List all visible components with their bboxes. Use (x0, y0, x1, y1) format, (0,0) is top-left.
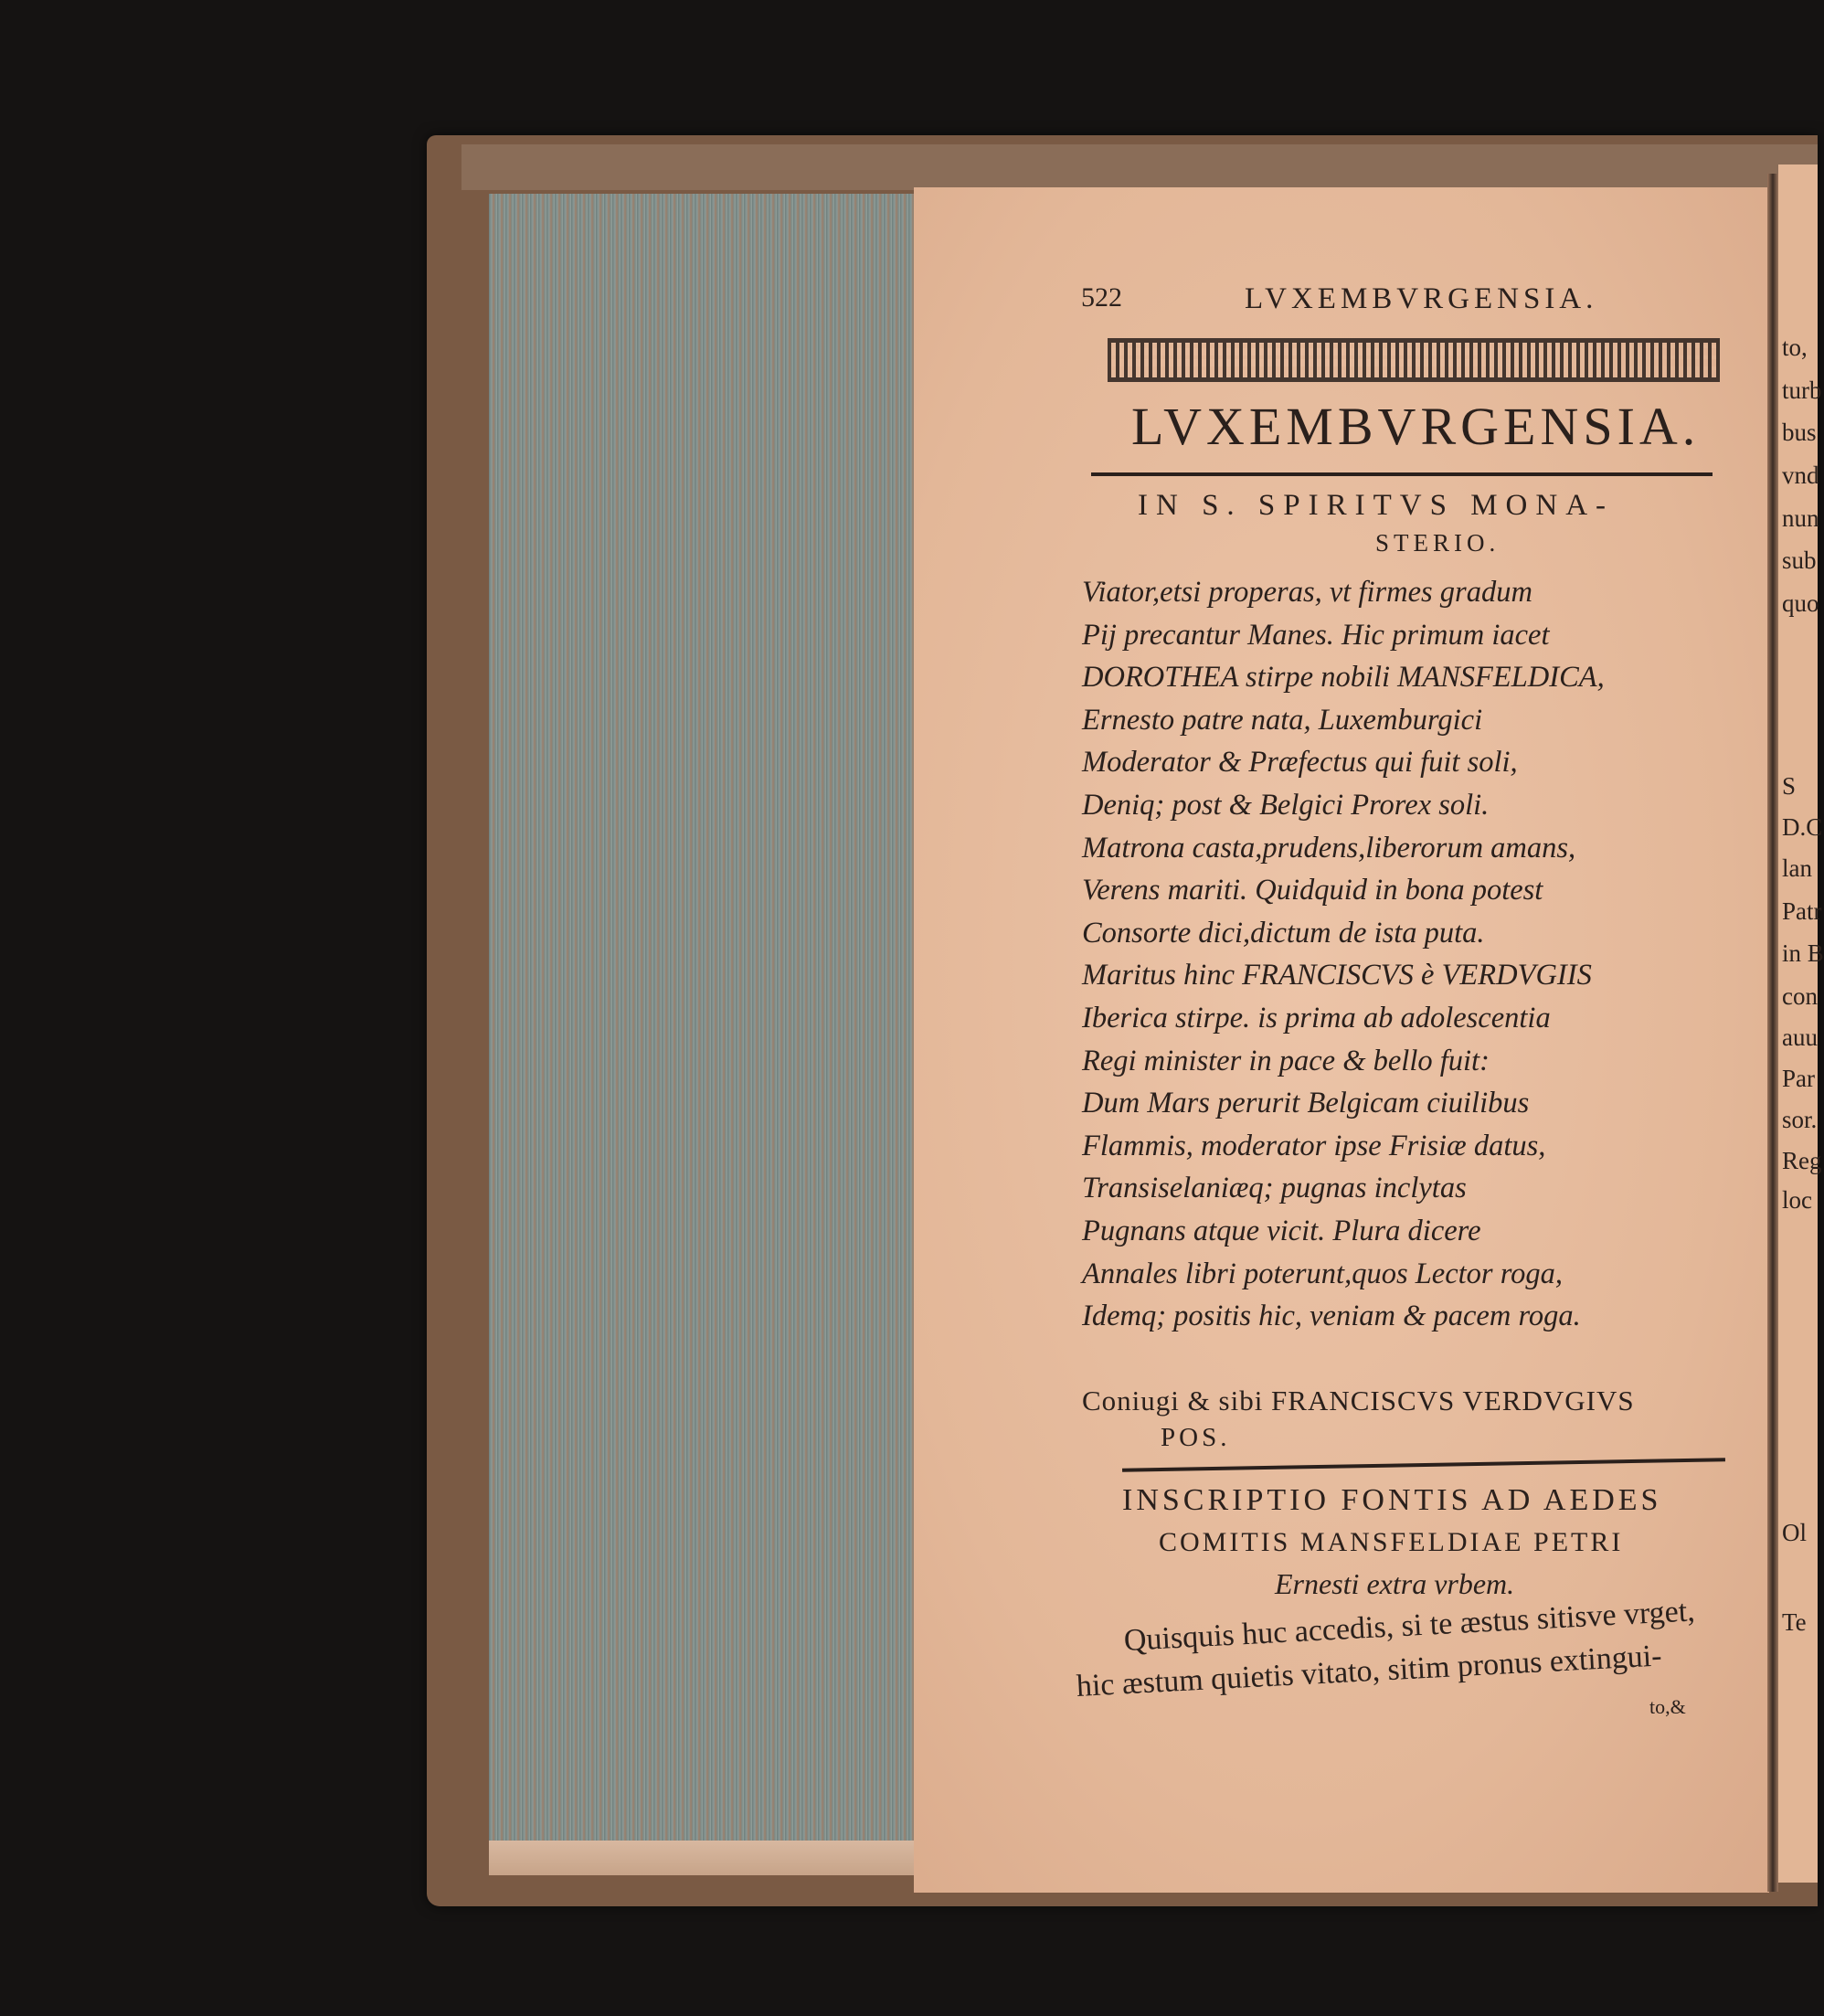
page-stack-fore-edge (489, 194, 920, 1875)
poem-line: Consorte dici,dictum de ista puta. (1082, 916, 1485, 950)
cover-top-edge (461, 144, 1818, 190)
title-rule (1091, 472, 1713, 476)
poem-line: Flammis, moderator ipse Frisiæ datus, (1082, 1129, 1546, 1162)
poem-line: Annales libri poterunt,quos Lector roga, (1082, 1257, 1564, 1290)
fragment: sub (1782, 546, 1817, 574)
poem-line: Deniq; post & Belgici Prorex soli. (1082, 788, 1490, 822)
poem-line: Ernesto patre nata, Luxemburgici (1082, 703, 1483, 737)
poem-line: Pugnans atque vicit. Plura dicere (1082, 1214, 1481, 1247)
fragment: turb (1782, 377, 1822, 404)
poem-line: Moderator & Præfectus qui fuit soli, (1082, 746, 1518, 780)
verse-line1: Quisquis huc accedis, si te æstus sitisve vrget, (1123, 1594, 1696, 1658)
section1-heading-line2: STERIO. (1375, 529, 1501, 557)
fragment: Reg (1782, 1147, 1822, 1174)
fragment: to, (1782, 334, 1808, 361)
right-page-edge (1778, 164, 1824, 1883)
section2-heading-line2: COMITIS MANSFELDIAE PETRI (1159, 1527, 1624, 1557)
fragment: D.C (1782, 813, 1823, 841)
left-page (914, 187, 1769, 1893)
signature-line1: Coniugi & sibi FRANCISCVS VERDVGIVS (1082, 1385, 1635, 1417)
page-title: LVXEMBVRGENSIA. (1131, 397, 1701, 456)
fragment: vnd (1782, 462, 1819, 489)
poem-line: Transiselaniæq; pugnas inclytas (1082, 1172, 1467, 1205)
page-number: 522 (1081, 282, 1122, 313)
section-rule (1122, 1458, 1725, 1472)
epitaph-poem (1082, 571, 1605, 1338)
poem-line: Maritus hinc FRANCISCVS è VERDVGIIS (1082, 959, 1592, 992)
catchword: to,& (1649, 1695, 1686, 1718)
fragment: Par (1782, 1065, 1815, 1092)
fragment: sor. (1782, 1106, 1818, 1133)
poem-line: Iberica stirpe. is prima ab adolescentia (1082, 1001, 1551, 1035)
poem-line: Matrona casta,prudens,liberorum amans, (1082, 831, 1576, 865)
section2-heading-line1: INSCRIPTIO FONTIS AD AEDES (1122, 1483, 1662, 1517)
poem-line: DOROTHEA stirpe nobili MANSFELDICA, (1082, 661, 1605, 695)
running-head: LVXEMBVRGENSIA. (1245, 282, 1598, 315)
poem-line: Viator,etsi properas, vt firmes gradum (1082, 576, 1532, 609)
poem-line: Idemq; positis hic, veniam & pacem roga. (1082, 1300, 1581, 1333)
book-gutter (1767, 174, 1778, 1892)
fragment: in B (1782, 939, 1824, 967)
poem-line: Dum Mars perurit Belgicam ciuilibus (1082, 1087, 1530, 1120)
fragment: Te (1782, 1608, 1807, 1636)
fragment: quo (1782, 589, 1819, 617)
ornament-band (1108, 338, 1720, 382)
poem-line: Pij precantur Manes. Hic primum iacet (1082, 618, 1550, 652)
fragment: S (1782, 772, 1797, 800)
fragment: loc (1782, 1186, 1812, 1214)
poem-line: Regi minister in pace & bello fuit: (1082, 1044, 1490, 1077)
fragment: Patr (1782, 897, 1822, 925)
section1-heading-line1: IN S. SPIRITVS MONA- (1138, 489, 1615, 522)
poem-line: Verens mariti. Quidquid in bona potest (1082, 874, 1543, 907)
fragment: nun (1782, 504, 1819, 532)
fragment: con (1782, 982, 1818, 1010)
fragment: lan (1782, 854, 1812, 882)
signature-line2: POS. (1161, 1423, 1231, 1452)
fragment: Ol (1782, 1519, 1807, 1546)
section2-heading-line3: Ernesti extra vrbem. (1275, 1567, 1515, 1600)
verse-line2: hic æstum quietis vitato, sitim pronus extingui- (1076, 1639, 1663, 1703)
fragment: auu (1782, 1024, 1818, 1051)
fragment: bus (1782, 419, 1817, 446)
